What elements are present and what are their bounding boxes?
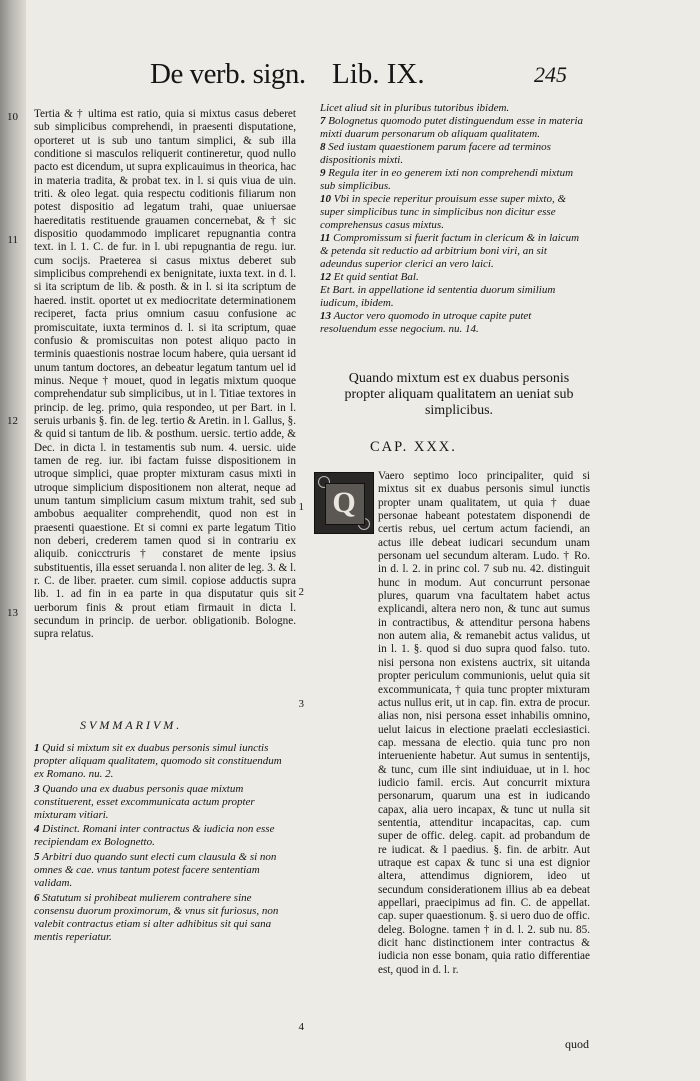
chapter-body-paragraph: Vaero septimo loco principaliter, quid si mixtus sit ex duabus personis simul iunctis propter unam qualitatem, ut quia † duae personae habeant potestatem disponendi de certis rebus, uel certum actum faciendi, an actus ille debeat iudicari secundum unam personam uel secundum alteram. Ludo. † Ro. in d. l. 2. in princ col. 7 sub nu. 42. distinguit hunc in modum. Aut concurrunt personae plures, quarum vna facultatem habet actus explicandi, altera nero non, & tunc aut sumus in contractibus, & attenditur persona habens non autem alia, & remanebit actus validus, ut in l. 1. §. quod si duo supra quod falso. tuto. nisi persona non existens auctrix, sit uitanda propter periculum communionis, uelut quia sit excommunicata, † quia tunc propter mixturam actus nullus erit, ut in cap. fin. extra de procur. alias non, nisi persona esset inhabilis omnino, uelut laicus in electione praelati ecclesiastici. cap. messana de electio. quia tunc pro non interueniente habetur. Aut sumus in sententijs, & tunc, cum ille sint indiuiduae, ut in l. hoc iudicio famil. ercis. Aut concurrit mixtura personarum, quarum una est in iudicando capax, alia uero incapax, & tunc ut nulla sit sententia, attenditur incapacitas, cap. cum super de offic. deleg. capit. ad probandum de re iudicat. & l paedius. §. fin. de arbitr. Aut utraque est capax & tunc si una est dignior altera, attendimus digniorem, ideo ut secundum considerationem illius ab ea debeat appellari, praecipimus ad fin. C. de appellat. cap. super quaestionum. §. si uero duo de offic. deleg. Bologne. tamen † in d. l. 2. sub nu. 85. dicit hanc distinctionem inter contractus & iudicia non esse bonam, quia ratio differentiae est, quod in d. l. r. <box>378 470 590 976</box>
initial-letter: Q <box>332 486 356 519</box>
margin-number: 13 <box>7 607 18 619</box>
margin-number: 4 <box>298 1021 304 1033</box>
summary-item: 12 Et quid sentiat Bal. <box>320 271 419 283</box>
margin-number: 3 <box>298 698 304 710</box>
right-summary-list <box>320 102 588 336</box>
summary-item: Et Bart. in appellatione id sententia duorum similium iudicum, ibidem. <box>320 284 556 309</box>
margin-number: 1 <box>298 501 304 513</box>
header-book: Lib. IX. <box>332 58 425 90</box>
summary-title: SVMMARIVM. <box>80 718 183 732</box>
summary-item: 9 Regula iter in eo generem ixti non comprehendi mixtum sub simplicibus. <box>320 167 574 192</box>
summary-item: 13 Auctor vero quomodo in utroque capite putet resoluendum esse negocium. nu. 14. <box>320 310 532 335</box>
running-header <box>150 58 580 100</box>
summary-item: 7 Bolognetus quomodo putet distinguendum esse in materia mixti duarum personarum ob aliquam qualitatem. <box>320 115 584 140</box>
chapter-label: CAP. XXX. <box>370 439 457 455</box>
summary-list <box>34 742 290 946</box>
margin-number: 2 <box>298 586 304 598</box>
header-title: De verb. sign. <box>150 58 306 90</box>
summary-item: 4 Distinct. Romani inter contractus & iudicia non esse recipiendam ex Bolognetto. <box>34 823 275 849</box>
left-body-paragraph: Tertia & † ultima est ratio, quia si mixtus casus deberet sub simplicibus comprehendi, in praesenti disputatione, oporteret ut is sub uno tantum simplici, & sub illa conditione si masculos reliquerit contineretur, quod nullo pacto est dicendum, ut supra explicauimus in theorica, hac in materia tradita, & probat tex. in l. si quis viua de uin. triti. & oleo legat. quia respectu coditionis filiarum non potest dispositio ad legatum trahi, quae uniuersae haereditatis restituende grauamen concernebat, & † sic dispositio quodammodo implicaret repugnantia contra text. in l. 1. C. de fur. in l. ubi repugnantia de regu. iur. cum socijs. Praeterea si casus mixtus deberet sub simplicibus comprehendi ex benignitate, iuxta text. in d. l. si ita scriptum de lib. & posth. & in l. si ita scriptum de haered. instit. oportet ut ex mediocritate determinationem reciperet, facta prius omnium casuu confusione ac promiscuitate, iuxta terminos d. l. si ita scriptum, quae confusio & promiscuitas non potest aliquo pacto in terminis quaestionis nostrae locum habere, quia uersant id unum tantum doctores, an debeatur legatum tantum uel id minus. Neque † mouet, quod in legatis mixtum quoque comprehendatur sub simplicibus, ut in l. Titiae textores in princip. de leg. primo, quia respondeo, ut per Bart. in l. seruis urbanis §. fin. de leg. tertio & Aretin. in l. Gallus, §. & quid si tantum de lib. & posthum. uersic. tertio adde, & Dec. in dicta l. in testamentis sub num. 4. uersic. uide tamen de reg. iur. ibi factam fuisse dispositionem in utroque simplici, quae propter mixturam casus mixti in utroque simplicium dispositionem non alterat, neque ad unum tantum simplicium casum mixtum trahit, sed sub ambobus aequaliter comprehendit, quod non est in praesenti quaestione. Et si comni ex parte legatum Titio non deberi, crederem tamen quod si in contrariu ex aliquib. conicctruris † constaret de mente ipsius substituentis, illa esset seruanda l. non aliter de leg. 3. & l. r. C. de liber. praeter. cum simil. copiose adductis supra lib. 1. ad fin in ea parte in qua disputatur quis sit uerborum finis & prout etiam firmauit in dicta l. secundum in princip. de uerbor. obligationib. Bologne. supra relatus. <box>34 108 296 641</box>
summary-item: 6 Statutum si prohibeat mulierem contrahere sine consensu duorum proximorum, & vnus sit furiosus, non valebit contractus etiam si alter adhibitus sit qui sana mentis reperiatur. <box>34 891 279 943</box>
chapter-question: Quando mixtum est ex duabus personis propter aliquam qualitatem an ueniat sub simplicibus. <box>344 371 574 418</box>
summary-item: 8 Sed iustam quaestionem parum facere ad terminos dispositionis mixti. <box>320 141 551 166</box>
page-number: 245 <box>534 62 567 87</box>
catchword: quod <box>565 1037 589 1051</box>
margin-number: 10 <box>7 111 18 123</box>
left-column-text <box>34 108 296 642</box>
summary-item: Licet aliud sit in pluribus tutoribus ibidem. <box>320 102 510 114</box>
summary-item: 10 Vbi in specie reperitur prouisum esse super mixto, & super simplicibus tunc in simplicibus non dicitur esse comprehensus casus mixtus. <box>320 193 567 231</box>
summary-item: 11 Compromissum si fuerit factum in clericum & in laicum & petenda sit reductio ad arbitrium boni viri, an sit adeundus superior clerici an vero laici. <box>320 232 580 270</box>
summary-item: 5 Arbitri duo quando sunt electi cum clausula & si non omnes & cae. vnus tantum potest facere sententiam validam. <box>34 851 277 890</box>
summary-item: 3 Quando una ex duabus personis quae mixtum constituerent, esset excommunicata actum propter mixturam vitiari. <box>34 782 255 821</box>
margin-number: 12 <box>7 415 18 427</box>
binding-edge <box>0 0 26 1081</box>
summary-item: 1 Quid si mixtum sit ex duabus personis simul iunctis propter aliquam qualitatem, quomodo sit constituendum ex Romano. nu. 2. <box>34 742 282 780</box>
margin-number: 11 <box>7 234 18 246</box>
chapter-body-text <box>320 470 590 977</box>
